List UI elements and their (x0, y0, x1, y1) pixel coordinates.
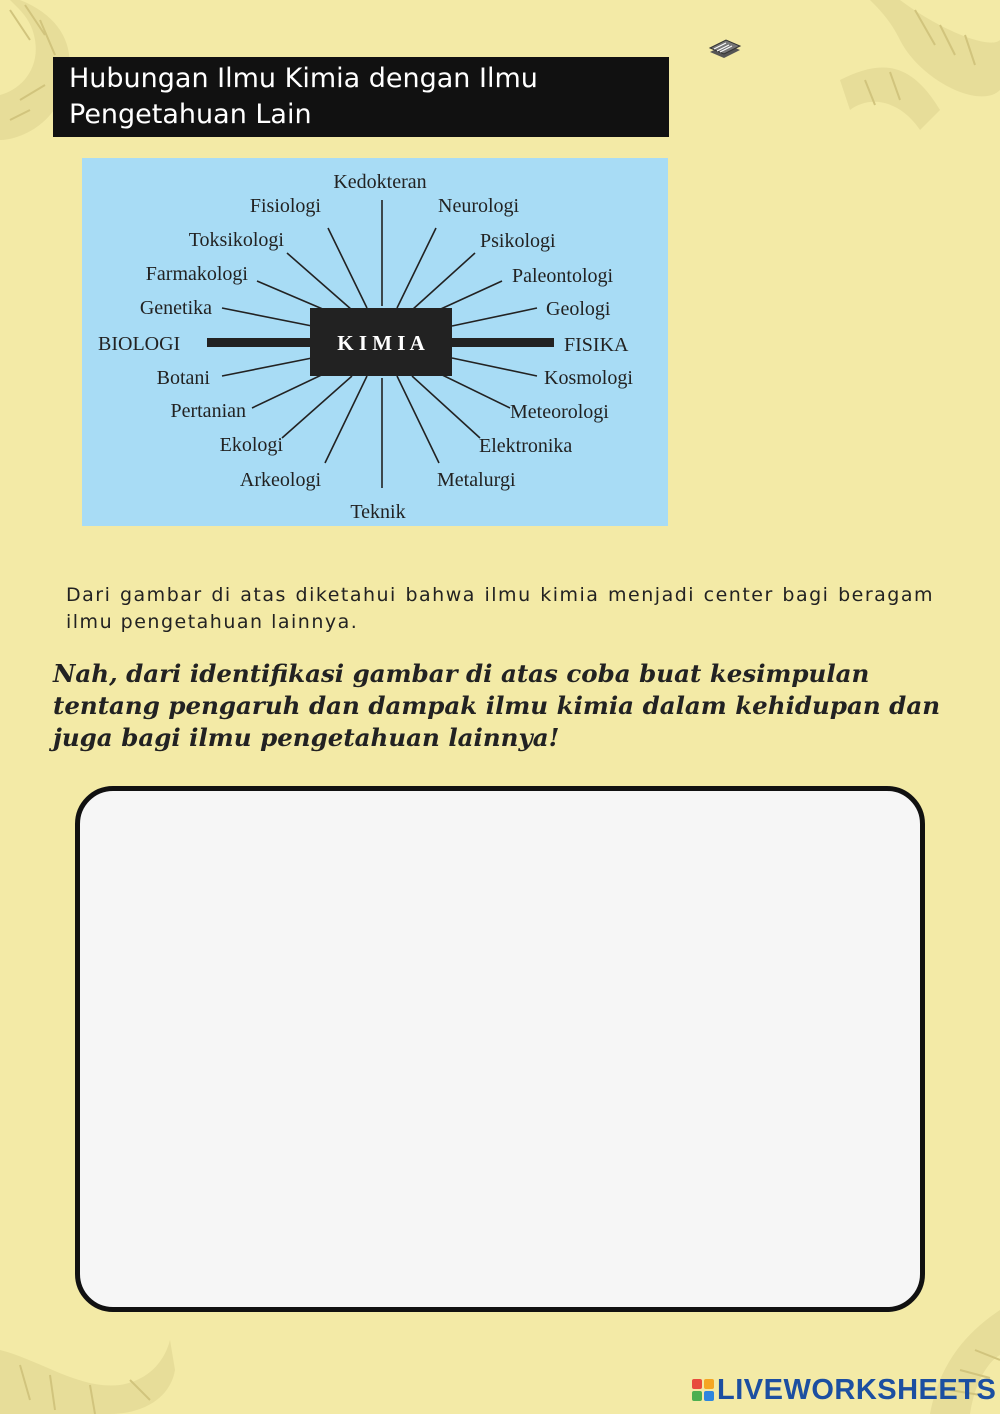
spoke-left-lower-1 (222, 358, 312, 376)
label-fisiologi: Fisiologi (249, 195, 321, 217)
label-kosmologi: Kosmologi (544, 367, 633, 389)
liveworksheets-brand[interactable] (692, 1373, 996, 1407)
spoke-left-upper-4 (222, 308, 312, 326)
spoke-right-upper-2 (412, 253, 475, 310)
spoke-right-upper-1 (397, 228, 436, 308)
biologi-bar (207, 338, 312, 347)
logo-square-1 (692, 1379, 702, 1389)
answer-textarea[interactable] (75, 786, 925, 1312)
label-ekologi: Ekologi (219, 434, 283, 456)
spoke-left-upper-1 (328, 228, 367, 308)
label-paleontologi: Paleontologi (512, 265, 614, 287)
label-meteorologi: Meteorologi (510, 401, 609, 423)
intro-paragraph: Dari gambar di atas diketahui bahwa ilmu kimia menjadi center bagi beragam ilmu pengetahuan lainnya. (66, 584, 934, 633)
label-psikologi: Psikologi (480, 230, 556, 252)
label-pertanian: Pertanian (170, 400, 246, 422)
label-toksikologi: Toksikologi (188, 229, 284, 251)
label-kedokteran: Kedokteran (333, 171, 427, 193)
spoke-left-lower-4 (325, 376, 367, 463)
corner-decoration-top-right (840, 0, 1000, 140)
fisika-bar (452, 338, 554, 347)
label-teknik: Teknik (350, 501, 406, 523)
corner-decoration-bottom-left (0, 1330, 180, 1414)
spoke-right-upper-4 (452, 308, 537, 326)
kimia-label: K I M I A (337, 331, 425, 355)
spoke-right-lower-4 (397, 376, 439, 463)
label-farmakologi: Farmakologi (145, 263, 248, 285)
label-elektronika: Elektronika (479, 435, 573, 457)
question-prompt: Nah, dari identifikasi gambar di atas coba buat kesimpulan tentang pengaruh dan dampak ilmu kimia dalam kehidupan dan juga bagi ilmu pengetahuan lainnya! (53, 659, 941, 752)
brand-text: LIVEWORKSHEETS (717, 1373, 997, 1406)
spoke-right-lower-1 (452, 358, 537, 376)
label-biologi: BIOLOGI (98, 333, 181, 355)
section-title-line-2: Pengetahuan Lain (69, 99, 312, 130)
section-title (53, 57, 669, 137)
spoke-left-upper-2 (287, 253, 352, 310)
kimia-relation-diagram (82, 158, 668, 526)
liveworksheets-logo-icon (692, 1379, 714, 1401)
label-neurologi: Neurologi (438, 195, 520, 217)
logo-square-4 (704, 1391, 714, 1401)
label-geologi: Geologi (546, 298, 611, 320)
section-title-line-1: Hubungan Ilmu Kimia dengan Ilmu (69, 63, 538, 94)
label-arkeologi: Arkeologi (239, 469, 321, 491)
book-stack-icon (708, 38, 742, 62)
label-botani: Botani (156, 367, 210, 389)
label-genetika: Genetika (139, 297, 212, 319)
logo-square-2 (704, 1379, 714, 1389)
label-metalurgi: Metalurgi (437, 469, 516, 491)
logo-square-3 (692, 1391, 702, 1401)
label-fisika: FISIKA (564, 334, 629, 356)
